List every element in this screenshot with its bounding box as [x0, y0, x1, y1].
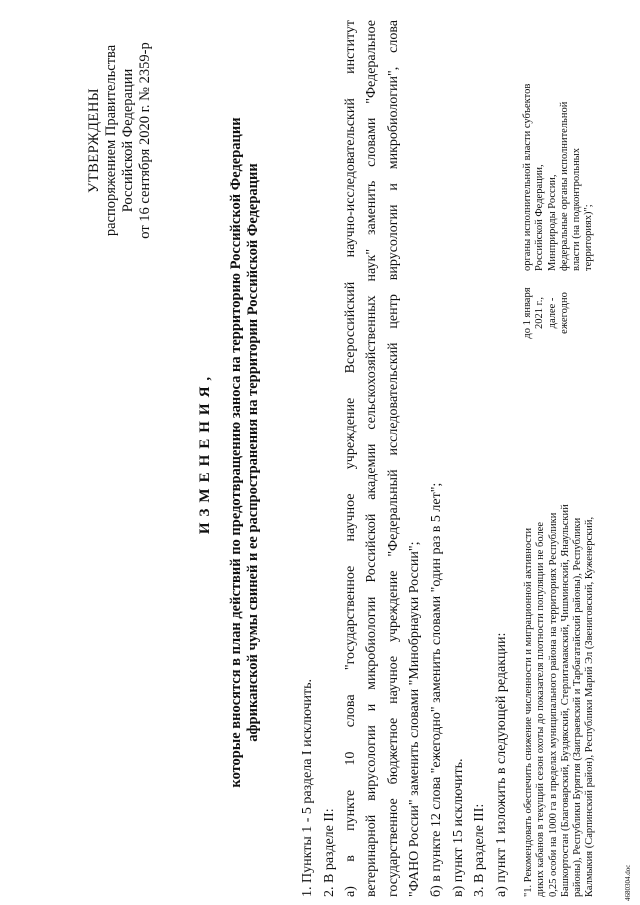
- deadline-line: далее -: [546, 297, 558, 329]
- paragraph-3: 3. В разделе III:: [472, 803, 487, 897]
- approval-line-1: распоряжением Правительства: [103, 44, 119, 237]
- document-id: 4680304.doc: [624, 864, 632, 901]
- paragraph-2a-line-4: "ФАНО России" заменить словами "Минобрнауки России";: [407, 541, 422, 897]
- responsible-line: территориях)";: [583, 204, 595, 271]
- deadline-line: ежегодно: [558, 292, 570, 334]
- paragraph-2b: б) в пункте 12 слова "ежегодно" заменить словами "один раз в 5 лет";: [429, 482, 444, 897]
- heading-subtitle-1: которые вносятся в план действий по предотвращению заноса на территорию Российской Федерации: [228, 117, 244, 788]
- action-line: Калмыкия (Сарпинский район), Республики Марий Эл (Звениговский, Куженерский,: [584, 516, 596, 897]
- deadline-line: до 1 января: [522, 287, 533, 339]
- paragraph-2c: в) пункт 15 исключить.: [451, 758, 466, 897]
- action-line: диких кабанов в текущий сезон охоты до показателя плотности популяции не более: [535, 521, 547, 897]
- table-responsible-cell: [522, 84, 596, 271]
- action-line: Башкортостан (Благоварский, Буздякский, Стерлитамакский, Чишминский, Янаульский: [559, 504, 571, 897]
- approval-block: [86, 8, 154, 273]
- approval-line-3: от 16 сентября 2020 г. № 2359-р: [137, 42, 153, 239]
- paragraph-2a-line-3: государственное бюджетное научное учреждение "Федеральный исследовательский центр вирусологии и микробиологии", слова: [386, 20, 401, 897]
- approval-title: УТВЕРЖДЕНЫ: [86, 87, 102, 194]
- approval-line-2: Российской Федерации: [120, 68, 136, 213]
- paragraph-2: 2. В разделе II:: [322, 808, 337, 897]
- action-line: районы), Республики Бурятия (Заиграевский и Тарбагатайский районы), Республики: [572, 517, 584, 897]
- responsible-line: власти (на подконтрольных: [571, 148, 583, 271]
- action-line: "1. Рекомендовать обеспечить снижение численности и миграционной активности: [523, 527, 534, 897]
- paragraph-1: 1. Пункты 1 - 5 раздела I исключить.: [300, 678, 315, 897]
- responsible-line: органы исполнительной власти субъектов: [522, 83, 533, 271]
- document-heading: ИЗМЕНЕНИЯ,: [197, 370, 213, 535]
- paragraph-3a: а) пункт 1 изложить в следующей редакции:: [494, 632, 509, 897]
- heading-subtitle-2: африканской чумы свиней и ее распространения на территории Российской Федерации: [245, 163, 261, 742]
- table-action-cell: [523, 504, 597, 897]
- deadline-line: 2021 г.,: [534, 297, 546, 329]
- responsible-line: Российской Федерации,: [534, 164, 546, 271]
- action-line: 0,25 особи на 1000 га в пределах муниципального района на территориях Республики: [547, 512, 559, 897]
- responsible-line: Минприроды России,: [546, 174, 558, 271]
- paragraph-2a-line-1: а) в пункте 10 слова "государственное научное учреждение Всероссийский научно-исследовательский институт: [343, 20, 358, 897]
- paragraph-2a-line-2: ветеринарной вирусологии и микробиологии Российской академии сельскохозяйственных наук" заменить словами "Федеральное: [364, 20, 379, 897]
- table-deadline-cell: [522, 283, 571, 343]
- responsible-line: федеральные органы исполнительной: [558, 101, 570, 271]
